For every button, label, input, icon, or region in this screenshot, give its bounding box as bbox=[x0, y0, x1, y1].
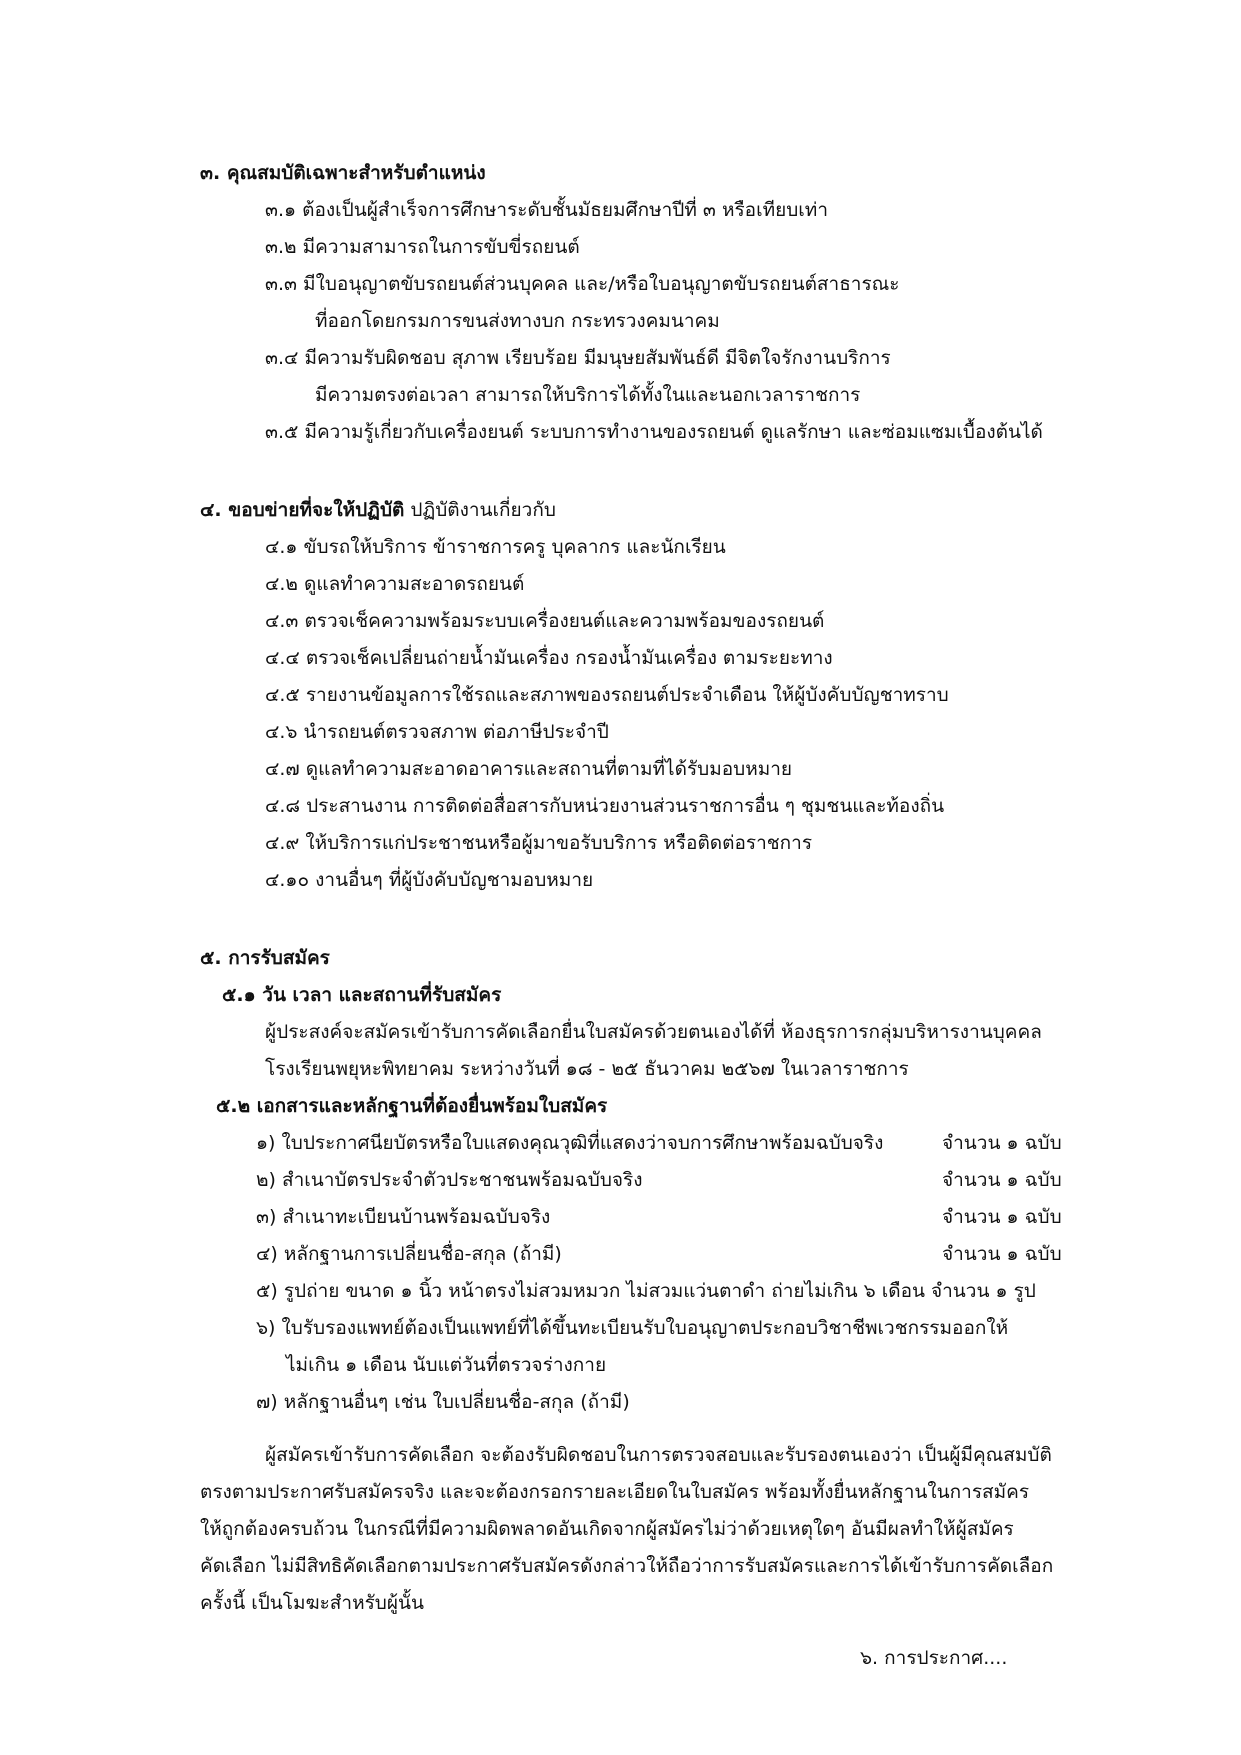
document-quantity: จำนวน ๑ ฉบับ bbox=[942, 1169, 1062, 1191]
document-medical: ๖) ใบรับรองแพทย์ต้องเป็นแพทย์ที่ได้ขึ้นทะเบียนรับใบอนุญาตประกอบวิชาชีพเวชกรรมออกให้ bbox=[256, 1317, 1009, 1339]
continuation-note: ๖. การประกาศ.... bbox=[860, 1647, 1008, 1669]
section-4-item: ๔.๗ ดูแลทำความสะอาดอาคารและสถานที่ตามที่ได้รับมอบหมาย bbox=[265, 758, 793, 780]
section-5-heading: ๕. การรับสมัคร bbox=[200, 947, 330, 969]
document-row bbox=[256, 1236, 1096, 1272]
section-5-2-heading: ๕.๒ เอกสารและหลักฐานที่ต้องยื่นพร้อมใบสมัคร bbox=[216, 1095, 608, 1117]
section-4-heading-rest: ปฏิบัติงานเกี่ยวกับ bbox=[404, 499, 556, 521]
section-4-item: ๔.๘ ประสานงาน การติดต่อสื่อสารกับหน่วยงานส่วนราชการอื่น ๆ ชุมชนและท้องถิ่น bbox=[265, 795, 945, 817]
document-name: ๑) ใบประกาศนียบัตรหรือใบแสดงคุณวุฒิที่แสดงว่าจบการศึกษาพร้อมฉบับจริง bbox=[256, 1132, 884, 1154]
section-3-item-continuation: ที่ออกโดยกรมการขนส่งทางบก กระทรวงคมนาคม bbox=[315, 310, 720, 332]
document-quantity: จำนวน ๑ ฉบับ bbox=[942, 1132, 1062, 1154]
section-5-1-text: ผู้ประสงค์จะสมัครเข้ารับการคัดเลือกยื่นใบสมัครด้วยตนเองได้ที่ ห้องธุรการกลุ่มบริหารงานบุคคล bbox=[265, 1021, 1042, 1043]
section-3-heading: ๓. คุณสมบัติเฉพาะสำหรับตำแหน่ง bbox=[200, 162, 486, 184]
document-name: ๔) หลักฐานการเปลี่ยนชื่อ-สกุล (ถ้ามี) bbox=[256, 1243, 562, 1265]
paragraph-line: ตรงตามประกาศรับสมัครจริง และจะต้องกรอกรายละเอียดในใบสมัคร พร้อมทั้งยื่นหลักฐานในการสมัคร bbox=[200, 1481, 1030, 1503]
section-3-item: ๓.๓ มีใบอนุญาตขับรถยนต์ส่วนบุคคล และ/หรือใบอนุญาตขับรถยนต์สาธารณะ bbox=[265, 273, 900, 295]
section-3-item: ๓.๒ มีความสามารถในการขับขี่รถยนต์ bbox=[265, 236, 580, 258]
section-4-item: ๔.๕ รายงานข้อมูลการใช้รถและสภาพของรถยนต์ประจำเดือน ให้ผู้บังคับบัญชาทราบ bbox=[265, 684, 949, 706]
section-4-item: ๔.๒ ดูแลทำความสะอาดรถยนต์ bbox=[265, 573, 525, 595]
section-3-item-continuation: มีความตรงต่อเวลา สามารถให้บริการได้ทั้งในและนอกเวลาราชการ bbox=[315, 384, 861, 406]
section-4-item: ๔.๑๐ งานอื่นๆ ที่ผู้บังคับบัญชามอบหมาย bbox=[265, 869, 594, 891]
paragraph-line: คัดเลือก ไม่มีสิทธิคัดเลือกตามประกาศรับสมัครดังกล่าวให้ถือว่าการรับสมัครและการได้เข้ารับการคัดเลือก bbox=[200, 1555, 1054, 1577]
document-quantity: จำนวน ๑ ฉบับ bbox=[942, 1243, 1062, 1265]
paragraph-line: ครั้งนี้ เป็นโมฆะสำหรับผู้นั้น bbox=[200, 1592, 424, 1614]
paragraph-line: ให้ถูกต้องครบถ้วน ในกรณีที่มีความผิดพลาดอันเกิดจากผู้สมัครไม่ว่าด้วยเหตุใดๆ อันมีผลทำให้ผู้สมัคร bbox=[200, 1518, 1014, 1540]
section-3-item: ๓.๔ มีความรับผิดชอบ สุภาพ เรียบร้อย มีมนุษยสัมพันธ์ดี มีจิตใจรักงานบริการ bbox=[265, 347, 891, 369]
document-quantity: จำนวน ๑ ฉบับ bbox=[942, 1206, 1062, 1228]
section-3-item: ๓.๑ ต้องเป็นผู้สำเร็จการศึกษาระดับชั้นมัธยมศึกษาปีที่ ๓ หรือเทียบเท่า bbox=[265, 199, 828, 221]
document-name: ๓) สำเนาทะเบียนบ้านพร้อมฉบับจริง bbox=[256, 1206, 551, 1228]
section-4-item: ๔.๓ ตรวจเช็คความพร้อมระบบเครื่องยนต์และความพร้อมของรถยนต์ bbox=[265, 610, 825, 632]
section-4-heading bbox=[200, 492, 556, 528]
section-5-1-text: โรงเรียนพยุหะพิทยาคม ระหว่างวันที่ ๑๘ - ๒๕ ธันวาคม ๒๕๖๗ ในเวลาราชการ bbox=[265, 1058, 909, 1080]
section-3-item: ๓.๕ มีความรู้เกี่ยวกับเครื่องยนต์ ระบบการทำงานของรถยนต์ ดูแลรักษา และซ่อมแซมเบื้องต้นได้ bbox=[265, 421, 1043, 443]
document-row bbox=[256, 1125, 1096, 1161]
document-name: ๒) สำเนาบัตรประจำตัวประชาชนพร้อมฉบับจริง bbox=[256, 1169, 643, 1191]
section-4-item: ๔.๙ ให้บริการแก่ประชาชนหรือผู้มาขอรับบริการ หรือติดต่อราชการ bbox=[265, 832, 813, 854]
section-5-1-heading: ๕.๑ วัน เวลา และสถานที่รับสมัคร bbox=[222, 984, 502, 1006]
document-row bbox=[256, 1199, 1096, 1235]
section-4-item: ๔.๔ ตรวจเช็คเปลี่ยนถ่ายน้ำมันเครื่อง กรองน้ำมันเครื่อง ตามระยะทาง bbox=[265, 647, 833, 669]
document-medical-continuation: ไม่เกิน ๑ เดือน นับแต่วันที่ตรวจร่างกาย bbox=[286, 1354, 607, 1376]
section-4-item: ๔.๑ ขับรถให้บริการ ข้าราชการครู บุคลากร และนักเรียน bbox=[265, 536, 726, 558]
section-4-heading-bold: ๔. ขอบข่ายที่จะให้ปฏิบัติ bbox=[200, 499, 405, 521]
document-photo: ๕) รูปถ่าย ขนาด ๑ นิ้ว หน้าตรงไม่สวมหมวก ไม่สวมแว่นตาดำ ถ่ายไม่เกิน ๖ เดือน จำนวน ๑ รูป bbox=[256, 1280, 1036, 1302]
document-other: ๗) หลักฐานอื่นๆ เช่น ใบเปลี่ยนชื่อ-สกุล (ถ้ามี) bbox=[256, 1391, 630, 1413]
section-4-item: ๔.๖ นำรถยนต์ตรวจสภาพ ต่อภาษีประจำปี bbox=[265, 721, 609, 743]
paragraph-line: ผู้สมัครเข้ารับการคัดเลือก จะต้องรับผิดชอบในการตรวจสอบและรับรองตนเองว่า เป็นผู้มีคุณสมบัติ bbox=[265, 1444, 1052, 1466]
document-row bbox=[256, 1162, 1096, 1198]
